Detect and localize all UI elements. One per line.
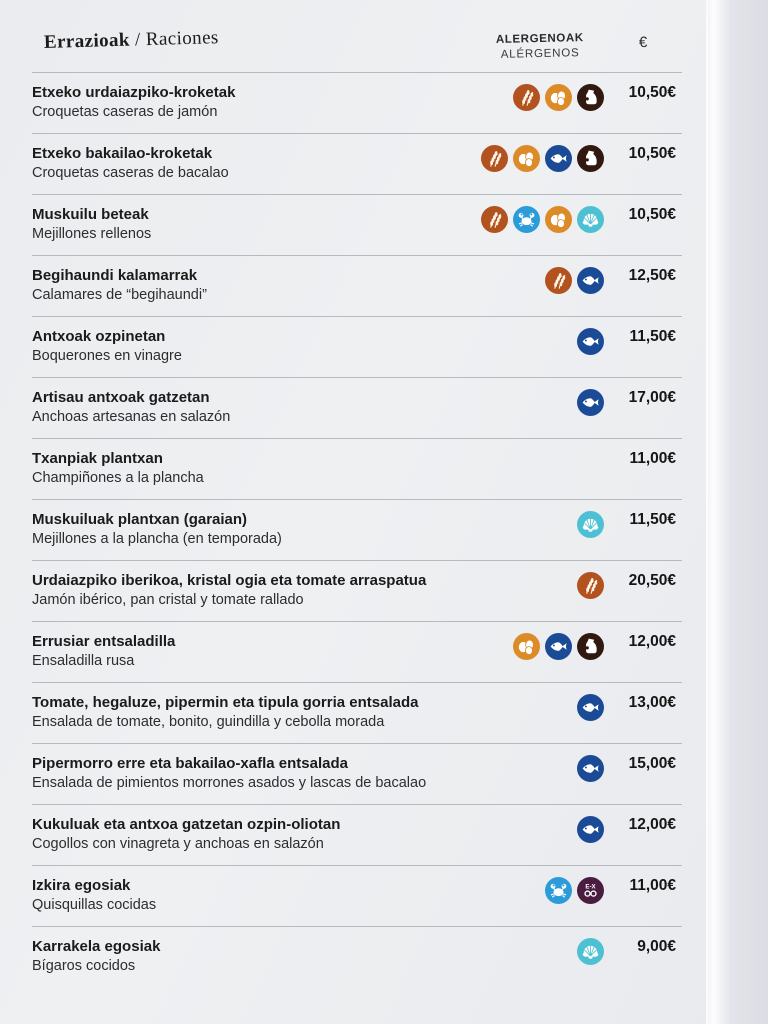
milk-icon xyxy=(577,84,604,111)
menu-item-description: Mejillones rellenos xyxy=(32,226,152,243)
currency-column-header: € xyxy=(638,33,648,52)
menu-item-name: Etxeko bakailao-kroketak xyxy=(32,144,213,162)
menu-item-name: Muskuiluak plantxan (garaian) xyxy=(32,510,248,528)
menu-item-allergens xyxy=(472,571,604,599)
wheat-icon xyxy=(577,572,604,599)
menu-item-allergens xyxy=(472,632,604,660)
menu-item-description: Ensalada de pimientos morrones asados y lascas de bacalao xyxy=(32,775,427,792)
allergen-column-header xyxy=(476,31,605,64)
menu-item-name: Tomate, hegaluze, pipermin eta tipula gorria entsalada xyxy=(32,693,419,711)
menu-item-name: Begihaundi kalamarrak xyxy=(32,266,198,284)
menu-item-name: Txanpiak plantxan xyxy=(32,449,163,467)
menu-item-allergens xyxy=(472,510,604,538)
menu-item-price: 15,00€ xyxy=(628,754,676,772)
menu-item-allergens xyxy=(472,205,604,233)
menu-item-allergens xyxy=(472,266,604,294)
eggs-icon xyxy=(513,633,540,660)
menu-item-description: Bígaros cocidos xyxy=(32,958,136,975)
fish-icon xyxy=(545,633,572,660)
menu-item-description: Champiñones a la plancha xyxy=(32,470,204,487)
menu-item-text xyxy=(32,205,472,245)
eggs-icon xyxy=(545,84,572,111)
menu-item-price: 12,50€ xyxy=(628,266,676,284)
menu-item-price: 12,00€ xyxy=(628,632,676,650)
fish-icon xyxy=(545,145,572,172)
fish-icon xyxy=(577,389,604,416)
menu-item-row xyxy=(32,560,682,621)
fish-icon xyxy=(577,267,604,294)
menu-item-allergens xyxy=(472,937,604,965)
allergen-header-basque: ALERGENOAK xyxy=(495,32,584,46)
menu-item-allergens xyxy=(472,449,604,450)
menu-item-name: Izkira egosiak xyxy=(32,876,131,894)
menu-item-description: Calamares de “begihaundi” xyxy=(32,287,207,304)
menu-item-row xyxy=(32,743,682,804)
menu-item-price: 11,50€ xyxy=(629,327,676,345)
crab-icon xyxy=(513,206,540,233)
menu-item-description: Quisquillas cocidas xyxy=(32,897,157,914)
wheat-icon xyxy=(513,84,540,111)
menu-item-allergens xyxy=(472,327,604,355)
menu-item-text xyxy=(32,327,472,367)
menu-item-description: Anchoas artesanas en salazón xyxy=(32,409,231,426)
menu-item-price: 11,00€ xyxy=(629,449,676,467)
menu-item-text xyxy=(32,449,472,489)
menu-item-price: 10,50€ xyxy=(628,144,676,162)
menu-item-text xyxy=(32,876,472,916)
menu-item-row xyxy=(32,804,682,865)
menu-item-description: Croquetas caseras de bacalao xyxy=(32,165,229,182)
menu-item-text xyxy=(32,388,472,428)
menu-item-allergens xyxy=(472,693,604,721)
menu-item-description: Ensalada de tomate, bonito, guindilla y cebolla morada xyxy=(32,714,385,731)
menu-item-allergens xyxy=(472,815,604,843)
menu-item-row xyxy=(32,255,682,316)
menu-item-row xyxy=(32,621,682,682)
menu-item-allergens xyxy=(472,388,604,416)
menu-item-text xyxy=(32,571,472,611)
section-title xyxy=(44,20,476,54)
menu-item-price: 9,00€ xyxy=(637,937,676,955)
allergen-header-spanish: ALÉRGENOS xyxy=(500,47,580,61)
menu-item-text xyxy=(32,937,472,977)
menu-item-row xyxy=(32,926,682,987)
menu-item-price: 20,50€ xyxy=(628,571,676,589)
menu-item-row xyxy=(32,316,682,377)
menu-item-description: Croquetas caseras de jamón xyxy=(32,104,218,121)
shell-icon xyxy=(577,206,604,233)
menu-item-row xyxy=(32,438,682,499)
menu-list xyxy=(32,72,682,987)
menu-item-price: 10,50€ xyxy=(628,205,676,223)
menu-item-price: 13,00€ xyxy=(628,693,676,711)
menu-item-name: Muskuilu beteak xyxy=(32,205,149,223)
menu-item-allergens xyxy=(472,754,604,782)
shell-icon xyxy=(577,938,604,965)
menu-item-text xyxy=(32,83,472,123)
eggs-icon xyxy=(513,145,540,172)
menu-item-name: Pipermorro erre eta bakailao-xafla entsalada xyxy=(32,754,348,772)
menu-item-name: Karrakela egosiak xyxy=(32,937,161,955)
menu-item-description: Mejillones a la plancha (en temporada) xyxy=(32,531,282,548)
svg-text:E-X: E-X xyxy=(585,883,596,891)
wheat-icon xyxy=(481,145,508,172)
menu-item-name: Antxoak ozpinetan xyxy=(32,327,166,345)
sulfites-icon xyxy=(577,877,604,904)
menu-item-row xyxy=(32,133,682,194)
section-title-spanish: / Raciones xyxy=(129,27,219,51)
menu-item-description: Ensaladilla rusa xyxy=(32,653,135,670)
menu-item-row xyxy=(32,194,682,255)
menu-item-name: Kukuluak eta antxoa gatzetan ozpin-oliotan xyxy=(32,815,341,833)
eggs-icon xyxy=(545,206,572,233)
menu-item-text xyxy=(32,144,472,184)
menu-item-allergens xyxy=(472,876,604,904)
menu-item-name: Urdaiazpiko iberikoa, kristal ogia eta tomate arraspatua xyxy=(32,571,427,589)
menu-item-text xyxy=(32,266,472,306)
wheat-icon xyxy=(545,267,572,294)
section-title-basque: Errazioak xyxy=(43,29,131,53)
menu-item-text xyxy=(32,510,472,550)
menu-item-row xyxy=(32,377,682,438)
fish-icon xyxy=(577,755,604,782)
fish-icon xyxy=(577,328,604,355)
shell-icon xyxy=(577,511,604,538)
menu-item-description: Cogollos con vinagreta y anchoas en salazón xyxy=(32,836,324,853)
menu-item-description: Boquerones en vinagre xyxy=(32,348,182,365)
milk-icon xyxy=(577,145,604,172)
menu-item-name: Artisau antxoak gatzetan xyxy=(32,388,210,406)
menu-item-name: Errusiar entsaladilla xyxy=(32,632,176,650)
menu-header xyxy=(32,24,682,72)
menu-item-price: 17,00€ xyxy=(628,388,676,406)
menu-item-price: 11,50€ xyxy=(629,510,676,528)
menu-item-row xyxy=(32,865,682,926)
fish-icon xyxy=(577,694,604,721)
menu-item-text xyxy=(32,754,472,794)
menu-item-allergens xyxy=(472,144,604,172)
menu-item-price: 12,00€ xyxy=(628,815,676,833)
menu-item-description: Jamón ibérico, pan cristal y tomate rallado xyxy=(32,592,304,609)
wheat-icon xyxy=(481,206,508,233)
milk-icon xyxy=(577,633,604,660)
menu-item-text xyxy=(32,693,472,733)
menu-item-row xyxy=(32,499,682,560)
menu-item-price: 11,00€ xyxy=(629,876,676,894)
menu-item-price: 10,50€ xyxy=(628,83,676,101)
menu-item-text xyxy=(32,815,472,855)
fish-icon xyxy=(577,816,604,843)
menu-item-name: Etxeko urdaiazpiko-kroketak xyxy=(32,83,236,101)
menu-item-row xyxy=(32,72,682,133)
menu-item-text xyxy=(32,632,472,672)
crab-icon xyxy=(545,877,572,904)
menu-item-row xyxy=(32,682,682,743)
menu-item-allergens xyxy=(472,83,604,111)
